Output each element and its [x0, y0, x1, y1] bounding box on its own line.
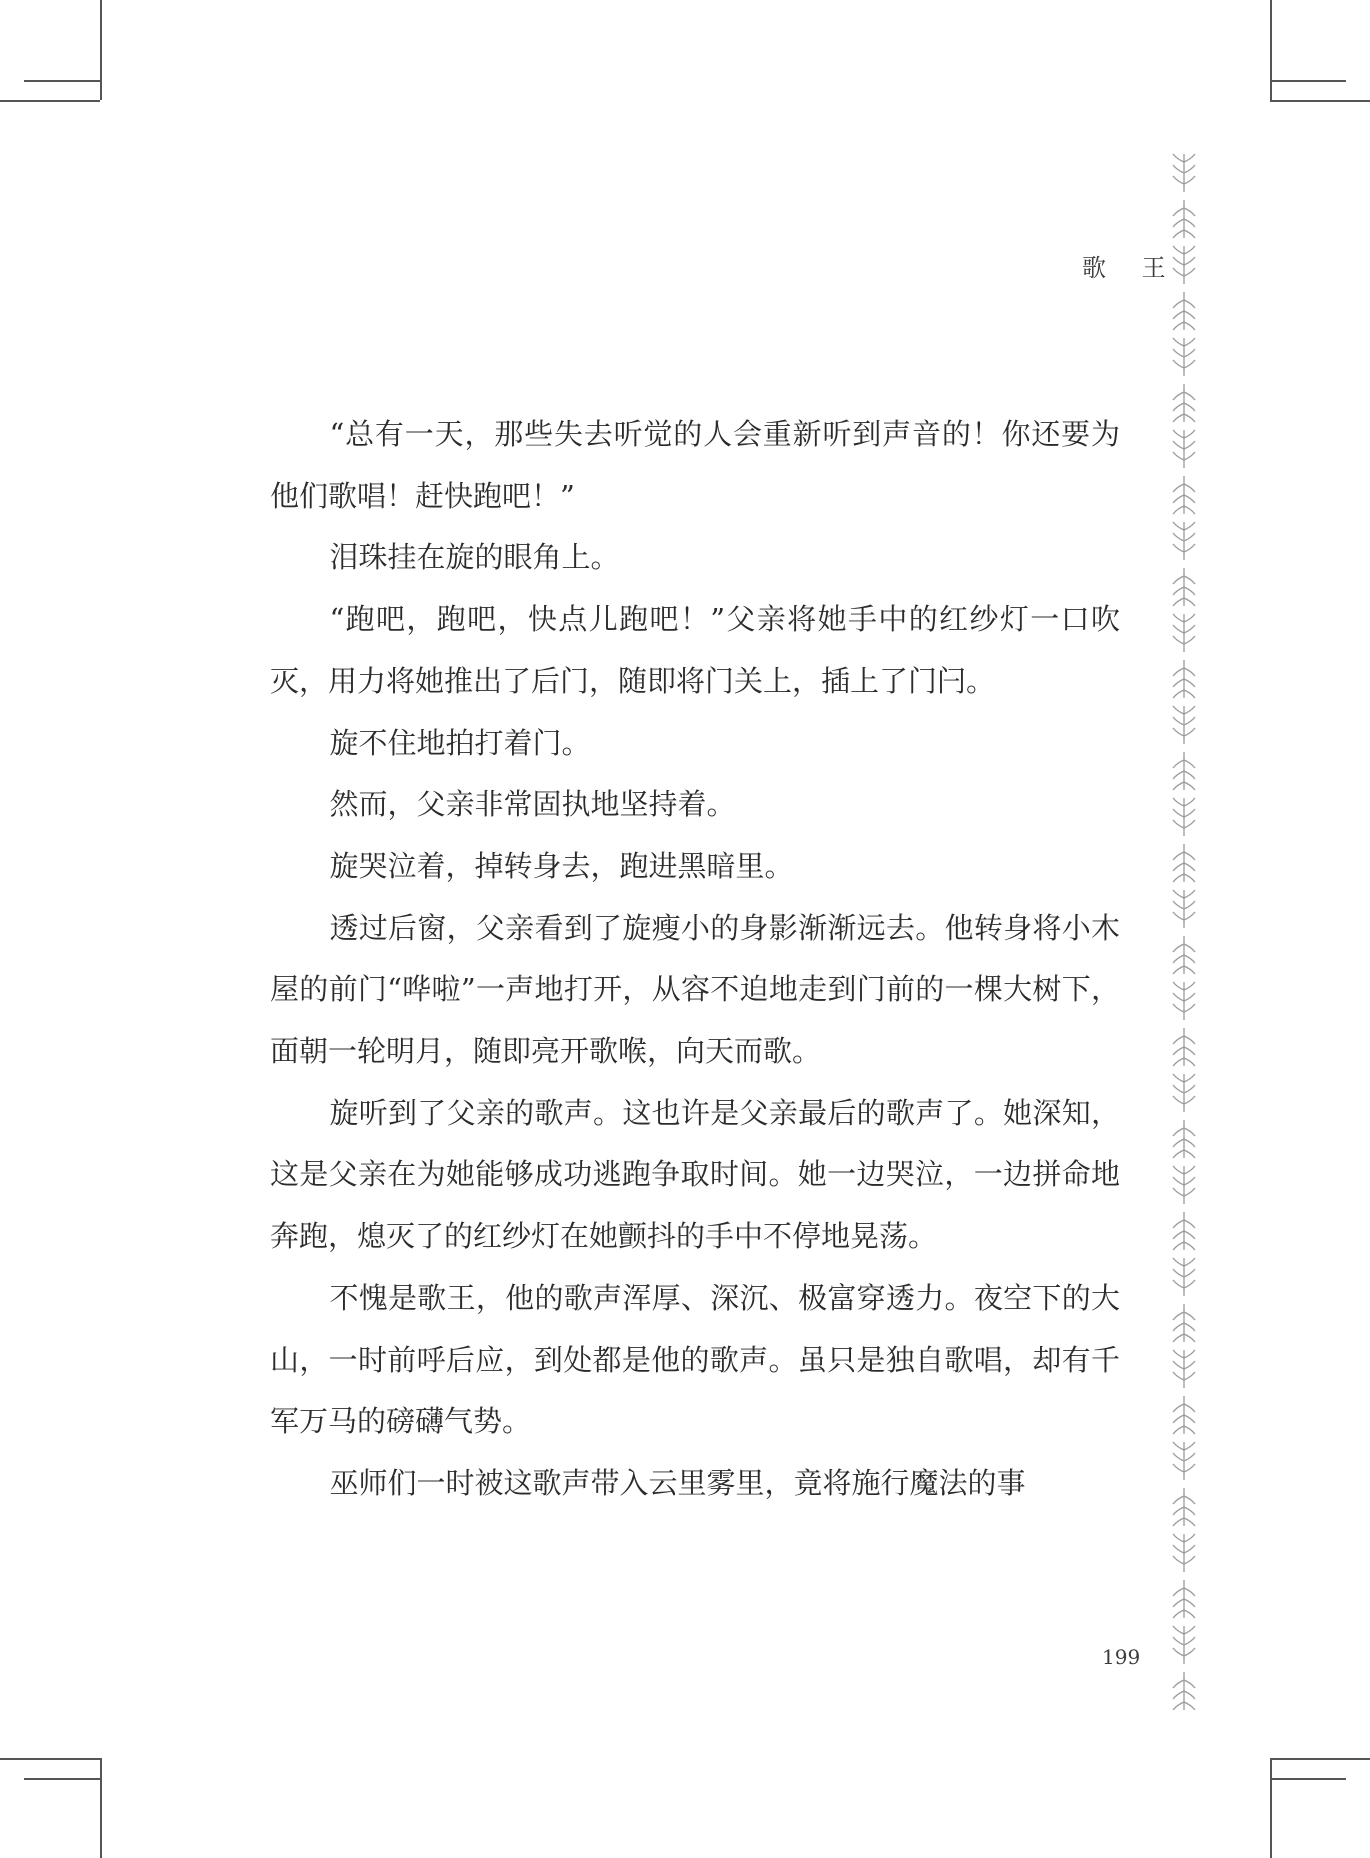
paragraph: “跑吧，跑吧，快点儿跑吧！”父亲将她手中的红纱灯一口吹灭，用力将她推出了后门，随即将门关上，插上了门闩。: [270, 602, 1120, 698]
paragraph: 旋听到了父亲的歌声。这也许是父亲最后的歌声了。她深知，这是父亲在为她能够成功逃跑争取时间。她一边哭泣，一边拼命地奔跑，熄灭了的红纱灯在她颤抖的手中不停地晃荡。: [270, 1095, 1120, 1254]
paragraph: 泪珠挂在旋的眼角上。: [329, 540, 620, 575]
paragraph: 旋哭泣着，掉转身去，跑进黑暗里。: [329, 848, 794, 883]
crop-mark: [0, 100, 100, 102]
page-number: 199: [1102, 1645, 1141, 1669]
body-text: [270, 404, 1120, 1515]
crop-mark: [1270, 1778, 1346, 1780]
paragraph: 透过后窗，父亲看到了旋瘦小的身影渐渐远去。他转身将小木屋的前门“哗啦”一声地打开，从容不迫地走到门前的一棵大树下，面朝一轮明月，随即亮开歌喉，向天而歌。: [270, 910, 1120, 1069]
crop-mark: [100, 0, 102, 100]
crop-mark: [1270, 100, 1370, 102]
crop-mark: [100, 1758, 102, 1858]
paragraph: “总有一天，那些失去听觉的人会重新听到声音的！你还要为他们歌唱！赶快跑吧！”: [270, 417, 1120, 513]
paragraph: 巫师们一时被这歌声带入云里雾里，竟将施行魔法的事: [329, 1465, 1026, 1500]
paragraph: 然而，父亲非常固执地坚持着。: [329, 787, 736, 822]
crop-mark: [0, 1758, 100, 1760]
running-head: 歌 王: [1082, 254, 1180, 282]
crop-mark: [1270, 1758, 1370, 1760]
crop-mark: [24, 80, 100, 82]
paragraph: 不愧是歌王，他的歌声浑厚、深沉、极富穿透力。夜空下的大山，一时前呼后应，到处都是他的歌声。虽只是独自歌唱，却有千军万马的磅礴气势。: [270, 1280, 1120, 1439]
crop-mark: [1270, 80, 1346, 82]
crop-mark: [1270, 1758, 1272, 1858]
crop-mark: [1270, 0, 1272, 100]
paragraph: 旋不住地拍打着门。: [329, 725, 591, 760]
leaf-vine-border: [1170, 150, 1198, 1710]
crop-mark: [24, 1778, 100, 1780]
